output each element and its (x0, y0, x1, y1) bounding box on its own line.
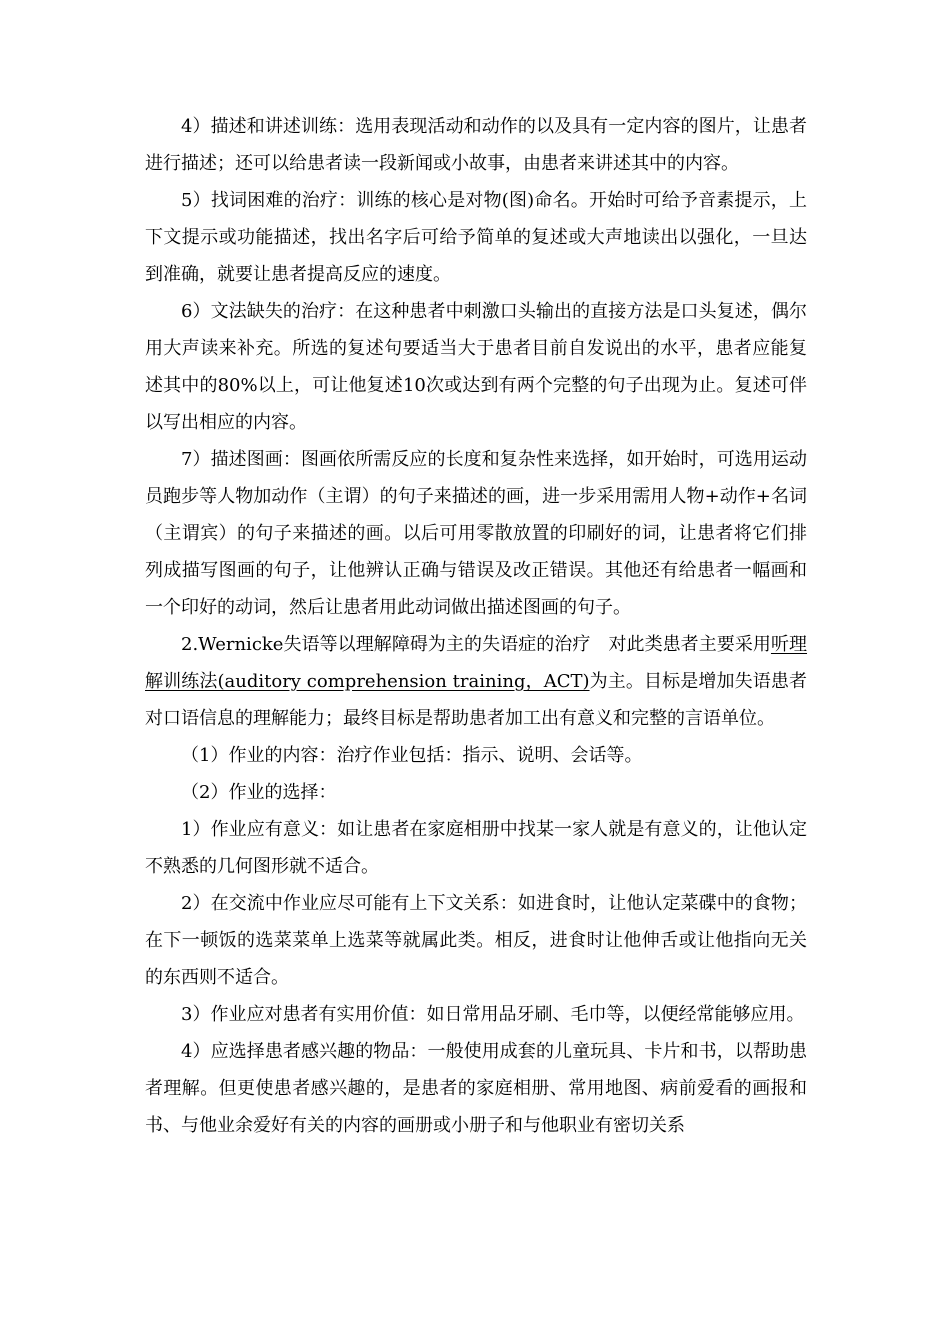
paragraph-task-context: 2）在交流中作业应尽可能有上下文关系：如进食时，让他认定菜碟中的食物；在下一顿饭的选菜菜单上选菜等就属此类。相反，进食时让他伸舌或让他指向无关的东西则不适合。 (145, 893, 807, 988)
paragraph-agrammatism-treatment: 6）文法缺失的治疗：在这种患者中刺激口头输出的直接方法是口头复述，偶尔用大声读来补充。所选的复述句要适当大于患者目前自发说出的水平，患者应能复述其中的80%以上，可让他复述10次或达到有两个完整的句子出现为止。复述可伴以写出相应的内容。 (145, 301, 807, 433)
wernicke-text-after: 为主。目标是增加失语患者对口语信息的理解能力；最终目标是帮助患者加工出有意义和完整的言语单位。 (145, 671, 808, 729)
act-term-underlined: 听理解训练法(auditory comprehension training，ACT) (145, 634, 808, 692)
paragraph-picture-description: 7）描述图画：图画依所需反应的长度和复杂性来选择，如开始时，可选用运动员跑步等人物加动作（主谓）的句子来描述的画，进一步采用需用人物+动作+名词（主谓宾）的句子来描述的画。以后可用零散放置的印刷好的词，让患者将它们排列成描写图画的句子，让他辨认正确与错误及改正错误。其他还有给患者一幅画和一个印好的动词，然后让患者用此动词做出描述图画的句子。 (145, 449, 807, 618)
paragraph-task-meaningful: 1）作业应有意义：如让患者在家庭相册中找某一家人就是有意义的，让他认定不熟悉的几何图形就不适合。 (145, 819, 807, 877)
paragraph-task-selection: （2）作业的选择： (181, 782, 337, 803)
wernicke-text-before: 2.Wernicke失语等以理解障碍为主的失语症的治疗 对此类患者主要采用 (181, 634, 771, 655)
paragraph-task-practical-value: 3）作业应对患者有实用价值：如日常用品牙刷、毛巾等，以便经常能够应用。 (181, 1004, 805, 1025)
paragraph-task-content: （1）作业的内容：治疗作业包括：指示、说明、会话等。 (181, 745, 643, 766)
paragraph-task-interesting-items: 4）应选择患者感兴趣的物品：一般使用成套的儿童玩具、卡片和书，以帮助患者理解。但更使患者感兴趣的，是患者的家庭相册、常用地图、病前爱看的画报和书、与他业余爱好有关的内容的画册或小册子和与他职业有密切关系 (145, 1041, 807, 1136)
document-page (145, 108, 807, 1144)
paragraph-word-finding-treatment: 5）找词困难的治疗：训练的核心是对物(图)命名。开始时可给予音素提示，上下文提示或功能描述，找出名字后可给予简单的复述或大声地读出以强化，一旦达到准确，就要让患者提高反应的速度。 (145, 190, 807, 285)
paragraph-wernicke-aphasia-treatment (145, 626, 807, 737)
paragraph-describe-narrate-training: 4）描述和讲述训练：选用表现活动和动作的以及具有一定内容的图片，让患者进行描述；还可以给患者读一段新闻或小故事，由患者来讲述其中的内容。 (145, 116, 807, 174)
